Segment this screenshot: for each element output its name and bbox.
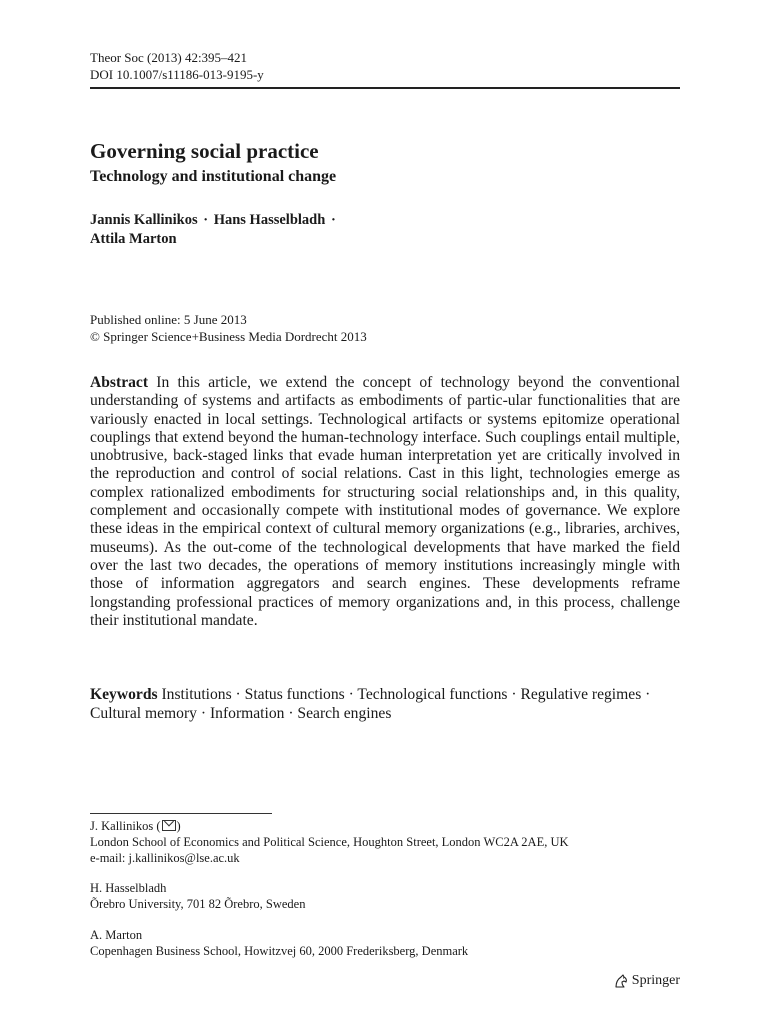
publisher-name: Springer [631,973,680,988]
affiliation-hasselbladh [90,881,569,913]
article-title: Governing social practice [90,139,319,163]
author-name: Attila Marton [90,231,177,247]
abstract-label: Abstract [90,374,149,391]
abstract-text: In this article, we extend the concept of technology beyond the conventional understanding of systems and artifacts as embodiments of partic-ular functionalities that are variously enacted in local settings. Technological artifacts or systems epitomize operational couplings that extend beyond the human-technology interface. Such couplings entail multiple, unobtrusive, back-staged links that evade human interpretation yet are critically involved in the reproduction and control of social relations. Cast in this light, technologies emerge as complex rationalized embodiments for structuring social relationships and, in this quality, complement and occasionally compete with institutional modes of governance. We explore these ideas in the empirical context of cultural memory organizations (e.g., libraries, archives, museums). As the out-come of the technological developments that have marked the field over the last two decades, the operations of memory institutions increasingly mingle with those of information aggregators and search engines. These developments reframe longstanding professional practices of memory organizations and, in this process, challenge their institutional mandate. [90,374,680,629]
author-list [90,211,338,249]
affiliations [90,819,569,975]
article-subtitle: Technology and institutional change [90,168,337,185]
author-separator: · [330,212,336,228]
author-name: Jannis Kallinikos [90,212,198,228]
affiliation-marton [90,928,569,960]
springer-horse-icon [613,973,629,989]
header-rule [90,87,680,89]
affiliation-address: Copenhagen Business School, Howitzvej 60, 2000 Frederiksberg, Denmark [90,943,469,958]
keywords-text: Institutions · Status functions · Technological functions · Regulative regimes · Cultural memory · Information · Search engines [90,686,651,722]
keywords-label: Keywords [90,686,158,703]
affiliation-address: Õrebro University, 701 82 Õrebro, Sweden [90,897,306,912]
copyright-notice: © Springer Science+Business Media Dordrecht 2013 [90,329,367,344]
envelope-icon [162,820,176,831]
publication-info [90,311,367,345]
author-name: Hans Hasselbladh [213,212,326,228]
published-date: Published online: 5 June 2013 [90,312,247,327]
publisher-logo [613,972,680,990]
affiliation-name: A. Marton [90,927,143,942]
abstract [90,374,680,630]
paper-page [90,0,680,1024]
journal-line: Theor Soc (2013) 42:395–421 [90,50,248,65]
affiliation-email: e-mail: j.kallinikos@lse.ac.uk [90,850,240,865]
affiliation-name: H. Hasselbladh [90,881,167,896]
affiliation-name: J. Kallinikos [90,819,154,833]
footnote-rule [90,813,272,814]
affiliation-kallinikos: J. Kallinikos ( ) London School of Economics and Political Science, Houghton Street, London WC2A 2AE, UK e-mail: j.kallinikos@lse.ac.uk [90,819,569,865]
journal-citation [90,49,264,83]
author-separator: · [203,212,209,228]
keywords [90,686,680,723]
doi-line: DOI 10.1007/s11186-013-9195-y [90,67,264,82]
affiliation-address: London School of Economics and Political Science, Houghton Street, London WC2A 2AE, UK [90,834,569,849]
